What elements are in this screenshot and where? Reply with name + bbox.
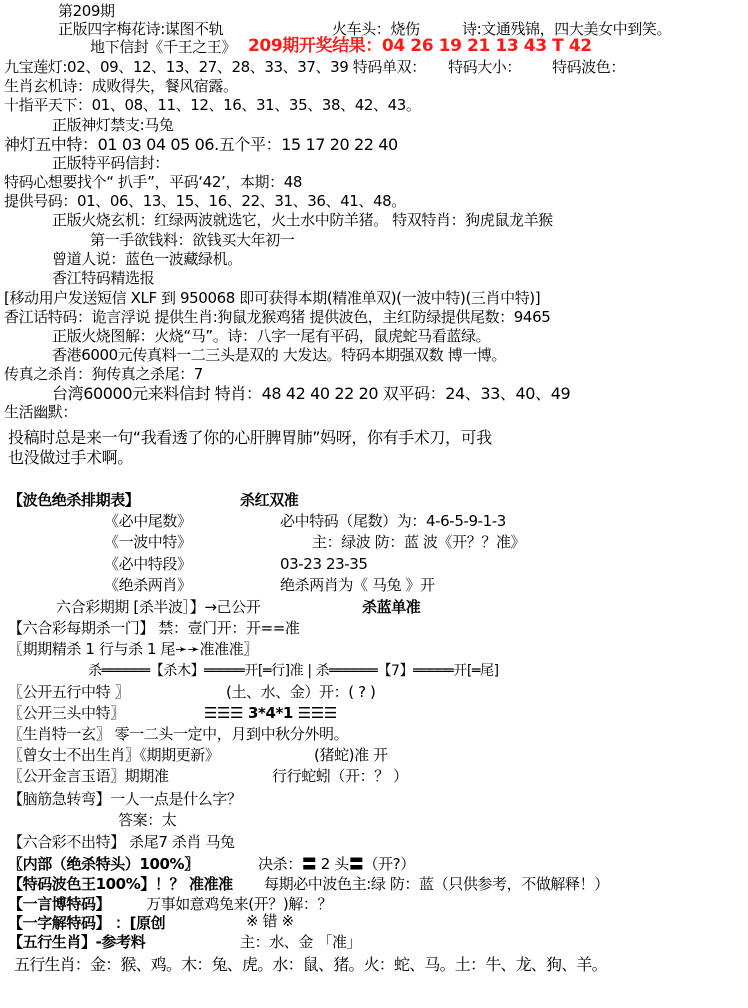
golden-words-value: 行行蛇蚓（开：？ ） xyxy=(272,767,408,785)
five-element-label: 〖公开五行中特 〗 xyxy=(8,683,130,701)
three-head-label: 〖公开三头中特〗 xyxy=(8,704,125,722)
train-head: 火车头：烧伤 xyxy=(332,20,420,38)
one-word-bet-label: 【一言博特码】 xyxy=(8,895,111,913)
priest-says: 曾道人说：蓝色一波藏绿机。 xyxy=(52,250,242,268)
joke-line-2: 也没做过手术啊。 xyxy=(8,448,133,467)
three-head-value: ☰☰☰ 3*4*1 ☰☰☰ xyxy=(204,704,337,722)
lamp-forbidden: 正版神灯禁支:马兔 xyxy=(52,116,174,134)
kill-two-value: 绝杀两肖为《 马兔 》开 xyxy=(280,576,435,594)
size-label: 特码大小： xyxy=(448,58,522,76)
kill-one-door: 【六合彩每期杀一门】 禁：壹门开：开==准 xyxy=(8,619,300,637)
kill-wood-tail-line: 杀══════【杀木】═════开[═行]准 | 杀══════【7】═════开[═尾] xyxy=(88,663,499,679)
internal-kill-value: 决杀：〓 2 头〓（开?） xyxy=(258,855,415,873)
envelope-label: 正版特平码信封： xyxy=(52,154,169,172)
underground-envelope: 地下信封《千王之王》 xyxy=(90,38,237,56)
pickpocket-line: 特码心想要找个“ 扒手”，平码‘42’，本期：48 xyxy=(4,173,303,191)
zodiac-mystery: 〖生肖特一玄〗 零一二头一定中，月到中秋分外明。 xyxy=(8,725,349,743)
madam-zeng-value: (猪蛇)准 开 xyxy=(314,746,388,764)
tail-label: 《必中尾数》 xyxy=(104,512,192,530)
wave-kill-table-title: 【波色绝杀排期表】 xyxy=(8,491,140,509)
segment-label: 《必中特段》 xyxy=(104,555,192,573)
first-hand-material: 第一手欲钱料：欲钱买大年初一 xyxy=(90,231,295,249)
fax-kill-zodiac: 传真之杀肖：狗传真之杀尾：7 xyxy=(4,365,203,383)
one-word-bet-value: 万事如意鸡兔来(开？)解：？ xyxy=(146,895,333,913)
zodiac-poem: 生肖玄机诗：成败得失，餐风宿露。 xyxy=(4,77,238,95)
hongkong-select: 香江特码精选报 xyxy=(52,269,155,287)
provided-numbers: 提供号码：01、06、13、15、16、22、31、36、41、48。 xyxy=(4,192,406,210)
lamp-five-numbers: 神灯五中特：01 03 04 05 06.五个平：15 17 20 22 40 xyxy=(4,135,398,154)
five-element-zodiac-list: 五行生肖：金：猴、鸡。木：兔、虎。水：鼠、猪。火：蛇、马。土：牛、龙、狗、羊。 xyxy=(14,955,607,974)
no-special-line: 【六合彩不出特】 杀尾7 杀肖 马兔 xyxy=(8,833,235,851)
fire-mystery: 正版火烧玄机：红绿两波就选它，火土水中防羊猪。 特双特肖：狗虎鼠龙羊猴 xyxy=(52,211,553,229)
hongkong-talk: 香江话特码：诡言浮说 提供生肖:狗鼠龙猴鸡猪 提供波色，主红防绿提供尾数：9465 xyxy=(4,308,551,326)
segment-value: 03-23 23-35 xyxy=(280,555,368,573)
one-char-label: 【一字解特码】 ：[原创 xyxy=(8,914,166,932)
one-wave-value: 主：绿波 防：蓝 波《开？？准》 xyxy=(312,533,526,551)
five-element-value: (土、水、金）开：( ? ) xyxy=(226,683,376,701)
madam-zeng-label: 〖曾女士不出生肖〗《期期更新》 xyxy=(8,746,220,764)
fire-diagram: 正版火烧图解：火烧“马”。诗：八字一尾有平码，鼠虎蛇马看蓝绿。 xyxy=(52,327,491,345)
internal-kill-label: 〖内部（绝杀特头）100%〗 xyxy=(8,855,199,873)
issue-number: 第209期 xyxy=(58,2,115,20)
wave-king-value: 每期必中波色主:绿 防：蓝（只供参考，不做解释！） xyxy=(264,875,609,893)
kill-red-even: 杀红双准 xyxy=(240,491,299,509)
lotus-lamp-numbers: 九宝莲灯:02、09、12、13、27、28、33、37、39 特码单双： xyxy=(4,58,426,76)
wave-color-label: 特码波色： xyxy=(552,58,626,76)
kill-two-label: 《绝杀两肖》 xyxy=(104,576,192,594)
one-char-value: ※ 错 ※ xyxy=(246,912,294,930)
poem-line: 诗:文通残锦，四大美女中到笑。 xyxy=(462,20,672,38)
five-zodiac-label: 【五行生肖】-参考料 xyxy=(8,933,146,951)
half-wave-line: 六合彩期期 [杀半波］】→己公开 xyxy=(56,598,261,616)
fax-material: 香港6000元传真料一二三头是双的 大发达。特码本期强双数 博一博。 xyxy=(52,346,507,364)
plum-poem: 正版四字梅花诗:谋图不轨 xyxy=(58,20,224,38)
brain-teaser: 【脑筋急转弯】一人一点是什么字？ xyxy=(8,790,242,808)
one-wave-label: 《一波中特》 xyxy=(104,533,192,551)
kill-blue-odd: 杀蓝单准 xyxy=(362,598,421,616)
wave-king-label: 【特码波色王100%】！？ 准准准 xyxy=(8,875,233,893)
tail-value: 必中特码（尾数）为：4-6-5-9-1-3 xyxy=(280,512,506,530)
ten-fingers-numbers: 十指平天下：01、08、11、12、16、31、35、38、42、43。 xyxy=(4,96,421,114)
joke-line-1: 投稿时总是来一句“我看透了你的心肝脾胃肺”妈呀，你有手术刀，可我 xyxy=(8,428,492,447)
draw-result-banner: 209期开奖结果：04 26 19 21 13 43 T 42 xyxy=(248,36,592,56)
humor-label: 生活幽默： xyxy=(4,403,78,421)
element-tail-title: 〖期期精杀 1 行与杀 1 尾➛➛准准准〗 xyxy=(8,640,258,658)
sms-promo: [移动用户发送短信 XLF 到 950068 即可获得本期(精准单双)(一波中特)(三肖中特)] xyxy=(4,289,541,307)
taiwan-envelope: 台湾60000元来料信封 特肖：48 42 40 22 20 双平码：24、33、40、49 xyxy=(52,384,571,403)
five-zodiac-value: 主：水、金 「准」 xyxy=(240,933,362,951)
golden-words-label: 〖公开金言玉语〗期期准 xyxy=(8,767,169,785)
teaser-answer: 答案：太 xyxy=(118,811,177,829)
